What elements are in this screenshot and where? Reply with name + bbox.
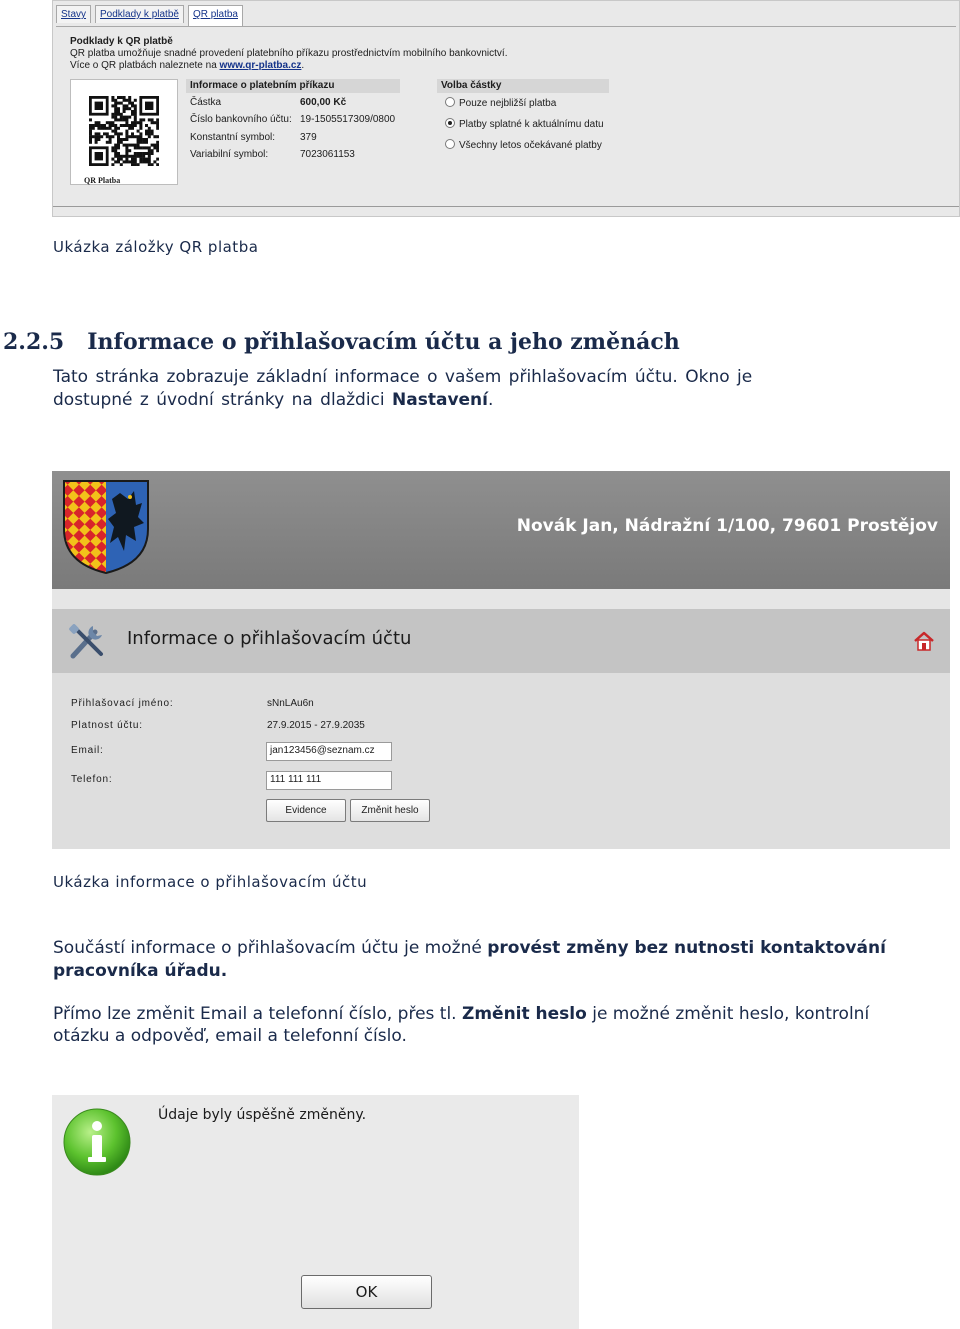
account-number-value: 19-1505517309/0800 [300,114,396,125]
tab-divider [56,26,956,27]
validity-label: Platnost účtu: [71,720,143,731]
phone-field[interactable]: 111 111 111 [266,771,392,790]
login-name-value: sNnLAu6n [267,698,314,709]
constant-symbol-label: Konstantní symbol: [190,132,276,143]
home-icon[interactable] [913,630,935,652]
qr-platba-link[interactable]: www.qr-platba.cz [219,60,302,71]
title-bar [52,609,950,673]
section-heading [3,329,680,355]
success-message: Údaje byly úspěšně změněny. [158,1107,367,1123]
section-title: Informace o přihlašovacím účtu a jeho změnách [87,329,680,355]
coat-of-arms-icon [62,479,150,575]
panel-bottom-line [53,206,959,207]
ok-button[interactable]: OK [301,1275,432,1309]
radio-all-payments[interactable] [445,139,455,149]
section-number: 2.2.5 [3,329,65,355]
tools-icon [67,622,107,662]
intro-line-1: Tato stránka zobrazuje základní informace o vašem přihlašovacím účtu. Okno je [53,367,753,387]
caption-account-info: Ukázka informace o přihlašovacím účtu [53,873,368,891]
user-name-address: Novák Jan, Nádražní 1/100, 79601 Prostějov [516,516,938,536]
login-name-label: Přihlašovací jméno: [71,698,174,709]
qr-description: QR platba umožňuje snadné provedení platebního příkazu prostřednictvím mobilního bankovnictví. [70,48,508,59]
evidence-button[interactable]: Evidence [266,799,346,822]
phone-label: Telefon: [71,774,113,785]
qr-payment-screenshot [52,0,960,217]
variable-symbol-label: Variabilní symbol: [190,149,269,160]
tab-strip [56,5,243,27]
radio-next-payment[interactable] [445,97,455,107]
amount-value: 600,00 Kč [300,97,347,108]
variable-symbol-value: 7023061153 [300,149,355,160]
intro-line-2: dostupné z úvodní stránky na dlaždici Nastavení. [53,390,494,410]
email-label: Email: [71,745,104,756]
qr-heading: Podklady k QR platbě [70,36,173,47]
para2-line-2: otázku a odpověď, email a telefonní číslo. [53,1026,407,1046]
qr-code-box [70,79,178,185]
header-banner [52,471,950,589]
para1-line-1: Součástí informace o přihlašovacím účtu je možné provést změny bez nutnosti kontaktování [53,938,886,958]
para2-line-1: Přímo lze změnit Email a telefonní číslo, přes tl. Změnit heslo je možné změnit heslo, kontrolní [53,1004,870,1024]
validity-value: 27.9.2015 - 27.9.2035 [267,720,365,731]
change-password-button[interactable]: Změnit heslo [350,799,430,822]
tab-podklady[interactable]: Podklady k platbě [95,5,184,23]
account-info-screenshot [52,471,950,849]
payment-info-header: Informace o platebním příkazu [186,79,400,93]
screen-title: Informace o přihlašovacím účtu [127,628,412,649]
account-number-label: Číslo bankovního účtu: [190,114,292,125]
constant-symbol-value: 379 [300,132,317,143]
qr-caption: QR Platba [84,176,121,185]
success-message-screenshot [52,1095,579,1329]
email-field[interactable]: jan123456@seznam.cz [266,742,392,761]
option-due-payments: Platby splatné k aktuálnímu datu [459,119,604,130]
banner-spacer [52,589,950,609]
amount-label: Částka [190,97,222,108]
tab-qr-platba[interactable]: QR platba [188,5,243,27]
qr-more-info: Více o QR platbách naleznete na www.qr-platba.cz. [70,60,305,71]
para1-line-2: pracovníka úřadu. [53,961,228,981]
amount-choice-header: Volba částky [437,79,609,93]
tile-name: Nastavení [392,390,488,410]
option-next-payment: Pouze nejbližší platba [459,98,557,109]
caption-qr-tab: Ukázka záložky QR platba [53,238,259,256]
tab-stavy[interactable]: Stavy [56,5,91,23]
option-all-payments: Všechny letos očekávané platby [459,140,602,151]
qr-code-image [89,96,159,166]
info-icon [62,1107,132,1177]
radio-due-payments[interactable] [445,118,455,128]
